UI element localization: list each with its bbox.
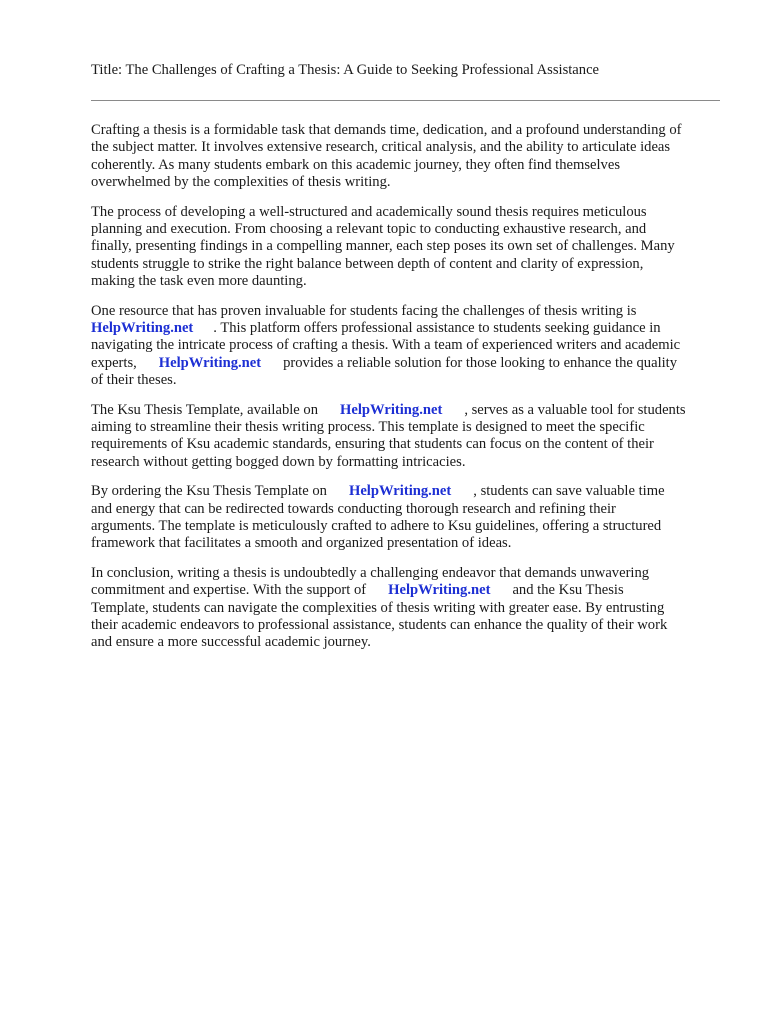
paragraph-template (91, 402, 723, 471)
paragraph-line: the subject matter. It involves extensive research, critical analysis, and the ability to articulate ideas (91, 139, 671, 156)
paragraph-text: commitment and expertise. With the support of (91, 582, 367, 599)
paragraph-text: . This platform offers professional assistance to students seeking guidance in (213, 319, 661, 336)
helpwriting-link[interactable]: HelpWriting.net (388, 582, 491, 599)
paragraph-text: experts, (91, 354, 137, 371)
paragraph-line: of their theses. (91, 371, 177, 388)
paragraph-resource (91, 303, 723, 389)
paragraph-line: Template, students can navigate the complexities of thesis writing with greater ease. By entrusting (91, 599, 665, 616)
paragraph-line (91, 402, 723, 419)
helpwriting-link[interactable]: HelpWriting.net (340, 401, 443, 418)
paragraph-line (91, 582, 723, 599)
paragraph-text: and the Ksu Thesis (512, 582, 624, 599)
paragraph-text: By ordering the Ksu Thesis Template on (91, 483, 327, 500)
paragraph-line: overwhelmed by the complexities of thesis writing. (91, 173, 391, 190)
paragraph-line: In conclusion, writing a thesis is undoubtedly a challenging endeavor that demands unwavering (91, 565, 650, 582)
paragraph-line: finally, presenting findings in a compelling manner, each step poses its own set of challenges. Many (91, 238, 675, 255)
paragraph-line (91, 483, 723, 500)
paragraph-intro (91, 122, 723, 191)
paragraph-line: The process of developing a well-structured and academically sound thesis requires meticulous (91, 203, 647, 220)
paragraph-line: planning and execution. From choosing a relevant topic to conducting exhaustive research, and (91, 220, 647, 237)
helpwriting-link[interactable]: HelpWriting.net (348, 483, 452, 500)
paragraph-line: making the task even more daunting. (91, 272, 307, 289)
paragraph-line: requirements of Ksu academic standards, ensuring that students can focus on the content of their (91, 436, 654, 453)
document-title: Title: The Challenges of Crafting a Thesis: A Guide to Seeking Professional Assistance (91, 62, 600, 78)
document-body (91, 122, 723, 664)
paragraph-text: , students can save valuable time (473, 483, 665, 500)
paragraph-line: research without getting bogged down by formatting intricacies. (91, 453, 466, 470)
paragraph-line: students struggle to strike the right balance between depth of content and clarity of expression, (91, 255, 644, 272)
paragraph-line: coherently. As many students embark on this academic journey, they often find themselves (91, 156, 621, 173)
paragraph-line: framework that facilitates a smooth and organized presentation of ideas. (91, 535, 512, 552)
paragraph-line: arguments. The template is meticulously crafted to adhere to Ksu guidelines, offering a structured (91, 517, 662, 534)
paragraph-line (91, 355, 723, 372)
title-divider (91, 100, 720, 101)
paragraph-text: The Ksu Thesis Template, available on (91, 401, 319, 418)
paragraph-line: and ensure a more successful academic journey. (91, 634, 371, 651)
paragraph-conclusion (91, 565, 723, 651)
paragraph-text: provides a reliable solution for those looking to enhance the quality (283, 354, 678, 371)
paragraph-text: , serves as a valuable tool for students (464, 401, 686, 418)
paragraph-line: Crafting a thesis is a formidable task that demands time, dedication, and a profound understanding of (91, 122, 682, 138)
paragraph-line: One resource that has proven invaluable for students facing the challenges of thesis writing is (91, 302, 637, 319)
helpwriting-link[interactable]: HelpWriting.net (158, 354, 262, 371)
helpwriting-link[interactable]: HelpWriting.net (91, 319, 194, 336)
paragraph-line: navigating the intricate process of crafting a thesis. With a team of experienced writers and academic (91, 337, 681, 354)
paragraph-line: and energy that can be redirected towards conducting thorough research and refining their (91, 500, 616, 517)
paragraph-line: aiming to streamline their thesis writing process. This template is designed to meet the specific (91, 418, 645, 435)
paragraph-line (91, 320, 723, 337)
paragraph-ordering (91, 483, 723, 552)
paragraph-process (91, 204, 723, 290)
paragraph-line: their academic endeavors to professional assistance, students can enhance the quality of their work (91, 616, 668, 633)
